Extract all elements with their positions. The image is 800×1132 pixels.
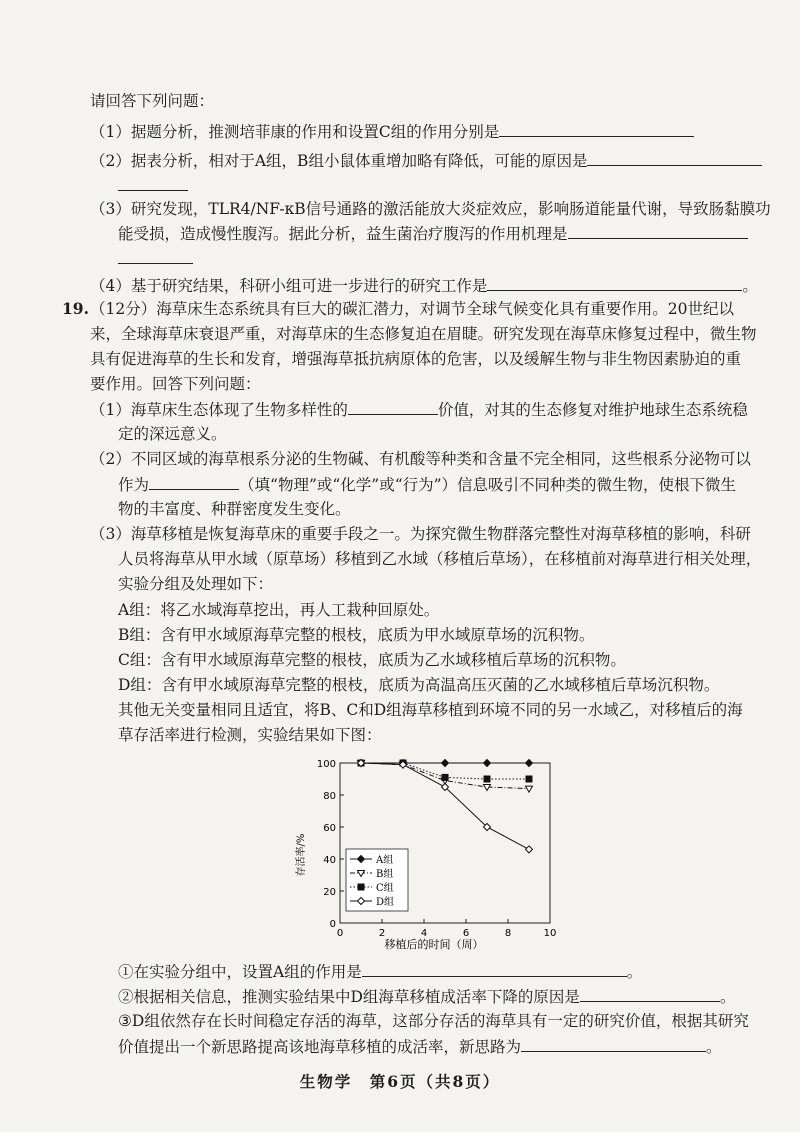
q19-stem-1: （12分）海草床生态系统具有巨大的碳汇潜力，对调节全球气候变化具有重要作用。20世纪以 (90, 300, 734, 318)
q18-part2: （2）据表分析，相对于A组，B组小鼠体重增加略有降低，可能的原因是 (90, 149, 762, 172)
y-tick-label: 100 (316, 759, 336, 770)
q19-stem-4: 要作用。回答下列问题： (90, 375, 261, 393)
group-b-desc: B组：含有甲水域原海草完整的根枝，底质为甲水域原草场的沉积物。 (118, 626, 595, 644)
q18-part3-cont2 (118, 247, 193, 270)
data-point-3 (442, 774, 448, 780)
answer-blank-q19-1[interactable] (348, 398, 438, 415)
y-tick-label: 60 (323, 823, 336, 834)
legend-label: A组 (376, 855, 394, 866)
answer-blank-q19-3-3[interactable] (521, 1035, 706, 1052)
group-d-desc: D组：含有甲水域原海草完整的根枝，底质为高温高压灭菌的乙水域移植后草场沉积物。 (118, 676, 720, 694)
answer-blank-q18-3a[interactable] (568, 222, 748, 239)
answer-blank-q18-1[interactable] (499, 120, 694, 137)
legend-label: D组 (376, 897, 395, 908)
q19-sub1-cont: 定的深远意义。 (118, 425, 227, 443)
x-tick-label: 2 (378, 928, 386, 939)
x-tick-label: 10 (543, 928, 557, 939)
legend-marker (358, 884, 364, 890)
survival-rate-chart (292, 745, 572, 953)
q18-part4: （4）基于研究结果，科研小组可进一步进行的研究工作是 。 (90, 274, 758, 297)
answer-blank-q19-2[interactable] (149, 473, 239, 490)
legend-label: C组 (376, 883, 394, 894)
group-c-desc: C组：含有甲水域原海草完整的根枝，底质为乙水域移植后草场的沉积物。 (118, 651, 626, 669)
x-axis-label: 移植后的时间（周） (384, 938, 484, 951)
q19-sub2-cont2: 物的丰富度、种群密度发生变化。 (118, 500, 351, 518)
q19-sub2: （2）不同区域的海草根系分泌的生物碱、有机酸等种类和含量不完全相同，这些根系分泌物可以 (90, 450, 751, 468)
answer-blank-q19-3-1[interactable] (362, 960, 627, 977)
q18-part1: （1）据题分析，推测培菲康的作用和设置C组的作用分别是 (90, 120, 694, 143)
intro-text: 请回答下列问题： (90, 92, 215, 110)
answer-blank-q18-2b[interactable] (118, 174, 188, 191)
y-tick-label: 40 (323, 855, 336, 866)
q18-part2-cont (118, 174, 188, 197)
q19-sub3-cont4: 草存活率进行检测，实验结果如下图： (118, 726, 382, 744)
q18-part3-cont: 能受损，造成慢性腹泻。据此分析，益生菌治疗腹泻的作用机理是 (118, 222, 748, 245)
data-point-1 (442, 760, 449, 767)
x-tick-label: 6 (462, 928, 470, 939)
x-tick-label: 8 (504, 928, 512, 939)
x-tick-label: 0 (336, 928, 344, 939)
data-point-3 (484, 776, 490, 782)
q19-stem-2: 来，全球海草床衰退严重，对海草床的生态修复迫在眉睫。研究发现在海草床修复过程中，微生物 (90, 325, 757, 343)
legend-label: B组 (376, 869, 394, 880)
data-point-4 (526, 846, 533, 853)
q19-sub1: （1）海草床生态体现了生物多样性的 价值，对其的生态修复对维护地球生态系统稳 (90, 398, 748, 421)
answer-blank-q19-3-2[interactable] (580, 985, 720, 1002)
data-point-1 (484, 760, 491, 767)
answer-blank-q18-4[interactable] (487, 274, 742, 291)
y-tick-label: 20 (323, 887, 336, 898)
q19-sub3-cont2: 实验分组及处理如下： (118, 575, 274, 593)
q19-3-sub3-cont: 价值提出一个新思路提高该地海草移植的成活率，新思路为 。 (118, 1035, 722, 1058)
q19-3-sub2: ②根据相关信息，推测实验结果中D组海草移植成活率下降的原因是 。 (118, 985, 735, 1008)
x-tick-label: 4 (420, 928, 428, 939)
answer-blank-q18-3b[interactable] (118, 247, 193, 264)
q19-sub3: （3）海草移植是恢复海草床的重要手段之一。为探究微生物群落完整性对海草移植的影响，科研 (90, 525, 751, 543)
q19-3-sub1: ①在实验分组中，设置A组的作用是 。 (118, 960, 642, 983)
data-point-3 (526, 776, 532, 782)
page-footer: 生物学 第6页（共8页） (299, 1072, 501, 1091)
y-tick-label: 80 (323, 791, 336, 802)
group-a-desc: A组：将乙水域海草挖出，再人工栽种回原处。 (118, 601, 440, 619)
q19-3-sub3: ③D组依然存在长时间稳定存活的海草，这部分存活的海草具有一定的研究价值，根据其研究 (118, 1012, 749, 1030)
y-tick-label: 0 (329, 919, 336, 930)
data-point-1 (526, 760, 533, 767)
y-axis-label: 存活率/% (296, 833, 307, 877)
q19-sub2-cont: 作为 （填“物理”或“化学”或“行为”）信息吸引不同种类的微生物，使根下微生 (118, 473, 736, 496)
q19-sub3-cont3: 其他无关变量相同且适宜，将B、C和D组海草移植到环境不同的另一水域乙，对移植后的海 (118, 701, 743, 719)
q19-stem-3: 具有促进海草的生长和发育，增强海草抵抗病原体的危害，以及缓解生物与非生物因素胁迫的重 (90, 350, 742, 368)
q18-part3: （3）研究发现，TLR4/NF-κB信号通路的激活能放大炎症效应，影响肠道能量代谢，导致肠黏膜功 (90, 200, 771, 218)
q19-sub3-cont: 人员将海草从甲水域（原草场）移植到乙水域（移植后草场），在移植前对海草进行相关处理， (118, 550, 762, 568)
data-point-2 (526, 786, 533, 792)
answer-blank-q18-2a[interactable] (587, 149, 762, 166)
q19-number: 19. (62, 299, 89, 318)
